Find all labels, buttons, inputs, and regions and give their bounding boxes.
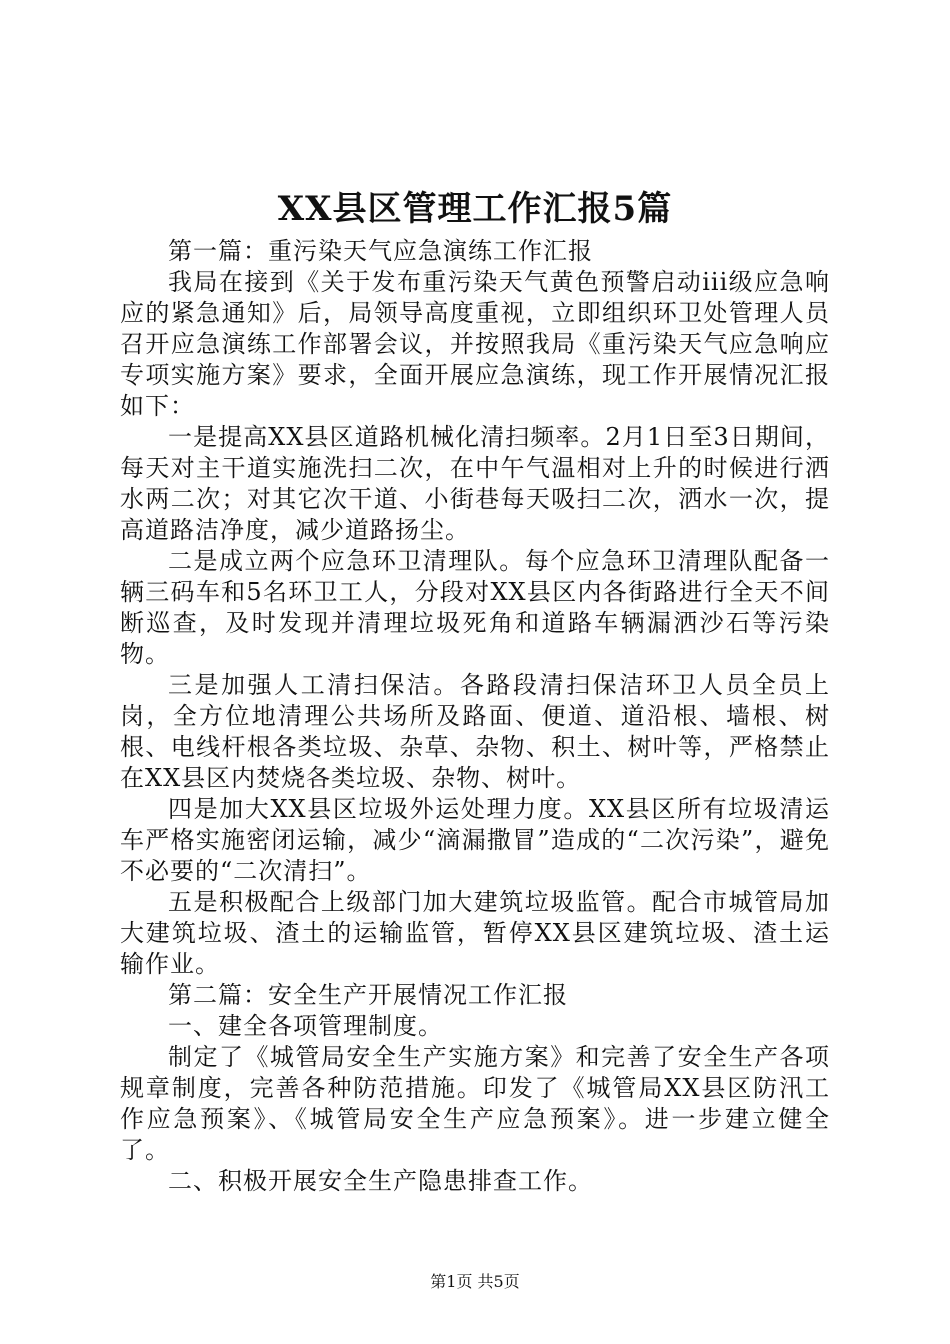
paragraph: 一是提高XX县区道路机械化清扫频率。2月1日至3日期间，每天对主干道实施洗扫二次，在中午气温相对上升的时候进行洒水两二次；对其它次干道、小街巷每天吸扫二次，洒水一次，提高道路洁净度，减少道路扬尘。 — [120, 423, 830, 544]
section-heading-2: 第二篇：安全生产开展情况工作汇报 — [168, 981, 568, 1009]
subheading: 二、积极开展安全生产隐患排查工作。 — [168, 1167, 593, 1195]
document-body — [120, 236, 830, 1197]
paragraph: 四是加大XX县区垃圾外运处理力度。XX县区所有垃圾清运车严格实施密闭运输，减少“滴漏撒冒”造成的“二次污染”，避免不必要的“二次清扫”。 — [120, 795, 830, 885]
paragraph: 制定了《城管局安全生产实施方案》和完善了安全生产各项规章制度，完善各种防范措施。印发了《城管局XX县区防汛工作应急预案》、《城管局安全生产应急预案》。进一步建立健全了。 — [120, 1043, 830, 1164]
subheading: 一、建全各项管理制度。 — [168, 1012, 443, 1040]
page-number-footer: 第1页 共5页 — [430, 1272, 520, 1291]
paragraph: 五是积极配合上级部门加大建筑垃圾监管。配合市城管局加大建筑垃圾、渣土的运输监管，暂停XX县区建筑垃圾、渣土运输作业。 — [120, 888, 830, 978]
section-heading-1: 第一篇：重污染天气应急演练工作汇报 — [168, 237, 593, 265]
document-title: XX县区管理工作汇报5篇 — [277, 189, 673, 229]
paragraph: 我局在接到《关于发布重污染天气黄色预警启动iii级应急响应的紧急通知》后，局领导高度重视，立即组织环卫处管理人员召开应急演练工作部署会议，并按照我局《重污染天气应急响应专项实施方案》要求，全面开展应急演练，现工作开展情况汇报如下： — [120, 268, 830, 420]
paragraph: 三是加强人工清扫保洁。各路段清扫保洁环卫人员全员上岗，全方位地清理公共场所及路面、便道、道沿根、墙根、树根、电线杆根各类垃圾、杂草、杂物、积土、树叶等，严格禁止在XX县区内焚烧各类垃圾、杂物、树叶。 — [120, 671, 830, 792]
paragraph: 二是成立两个应急环卫清理队。每个应急环卫清理队配备一辆三码车和5名环卫工人，分段对XX县区内各街路进行全天不间断巡查，及时发现并清理垃圾死角和道路车辆漏洒沙石等污染物。 — [120, 547, 830, 668]
